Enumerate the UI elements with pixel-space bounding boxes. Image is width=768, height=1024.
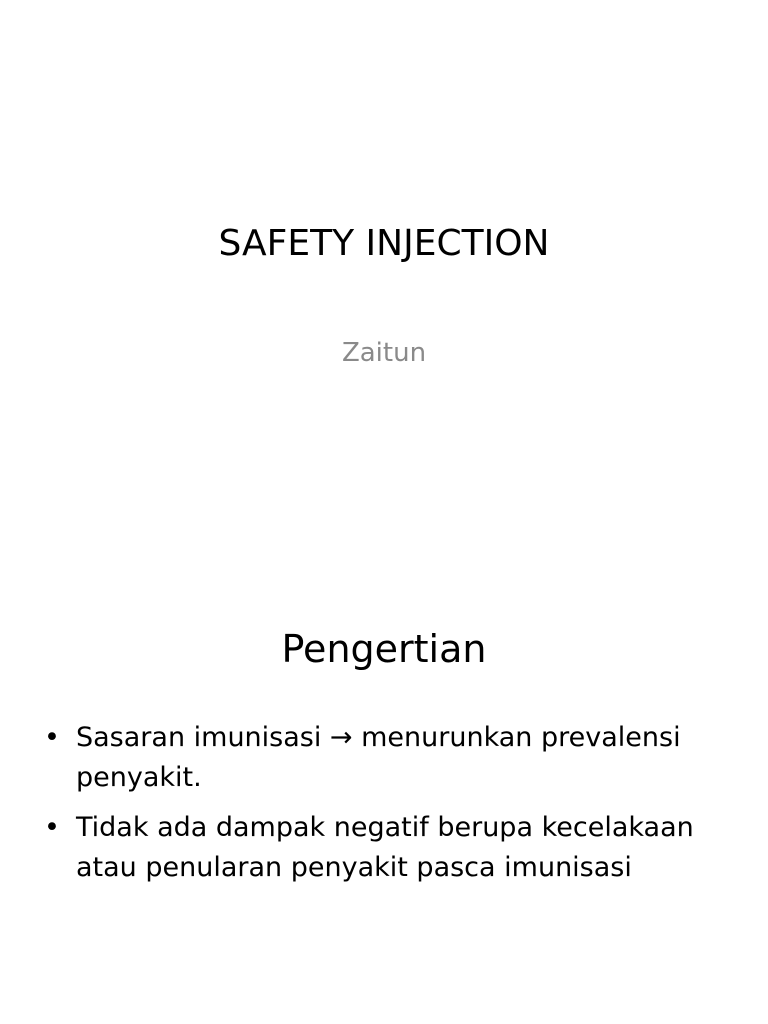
slide-title: SAFETY INJECTION	[218, 223, 550, 264]
bullet-list	[40, 718, 740, 898]
bullet-icon: •	[44, 722, 60, 753]
slide-subtitle: Zaitun	[341, 338, 427, 368]
bullet-item	[40, 718, 740, 798]
bullet-text: Sasaran imunisasi → menurunkan prevalensi penyakit.	[76, 722, 681, 793]
bullet-text: Tidak ada dampak negatif berupa kecelakaan atau penularan penyakit pasca imunisasi	[76, 812, 694, 883]
slide-heading: Pengertian	[281, 627, 487, 671]
bullet-item	[40, 808, 740, 888]
content-slide	[0, 576, 768, 1024]
bullet-icon: •	[44, 812, 60, 843]
